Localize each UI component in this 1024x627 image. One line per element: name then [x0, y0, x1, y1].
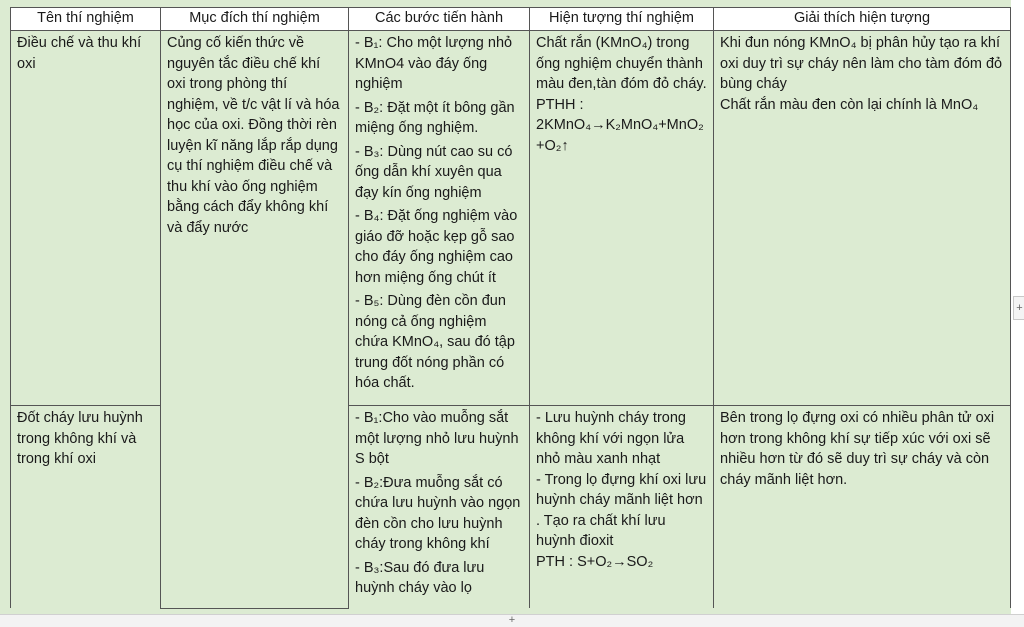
- add-row-button[interactable]: +: [508, 614, 516, 626]
- experiment-table: [10, 7, 1011, 609]
- header-experiment-name: Tên thí nghiệm: [11, 8, 161, 31]
- header-explanation: Giải thích hiện tượng: [714, 8, 1011, 31]
- cell-name-sulfur: Đốt cháy lưu huỳnh trong không khí và trong khí oxi: [11, 406, 161, 609]
- pth-equation: PTH : S+O₂→SO₂: [536, 553, 654, 570]
- add-column-button[interactable]: +: [1013, 296, 1024, 320]
- step-item: - B₁: Cho một lượng nhỏ KMnO4 vào đáy ống nghiệm: [355, 35, 513, 92]
- cell-explanation-oxygen: [714, 31, 1011, 406]
- table-header-row: [11, 8, 1011, 31]
- cell-name-oxygen: Điều chế và thu khí oxi: [11, 31, 161, 406]
- pthh-equation: 2KMnO₄→K₂MnO₄+MnO₂+O₂↑: [536, 117, 704, 154]
- cell-explanation-sulfur: Bên trong lọ đựng oxi có nhiều phân tử oxi hơn trong không khí sự tiếp xúc với oxi sẽ nhiều hơn từ đó sẽ duy trì sự cháy và còn cháy mãnh liệt hơn.: [714, 406, 1011, 609]
- step-item: - B₁:Cho vào muỗng sắt một lượng nhỏ lưu huỳnh S bột: [355, 410, 519, 467]
- step-item: - B₂:Đưa muỗng sắt có chứa lưu huỳnh vào ngọn đèn cồn cho lưu huỳnh cháy trong không khí: [355, 474, 521, 552]
- pthh-label: PTHH :: [536, 96, 584, 113]
- phenomenon-text: - Trong lọ đựng khí oxi lưu huỳnh cháy mãnh liệt hơn . Tạo ra chất khí lưu huỳnh đioxit: [536, 471, 707, 549]
- step-item: - B₃: Dùng nút cao su có ống dẫn khí xuyên qua đạy kín ống nghiệm: [355, 143, 513, 201]
- table-row: [11, 31, 1011, 406]
- cell-purpose: Củng cố kiến thức về nguyên tắc điều chế khí oxi trong phòng thí nghiệm, về t/c vật lí và hóa học của oxi. Đồng thời rèn luyện kĩ năng lắp rắp dụng cụ thí nghiệm điều chế và thu khí vào ống nghiệm bằng cách đẩy không khí và đẩy nước: [161, 31, 349, 609]
- phenomenon-text: - Lưu huỳnh cháy trong không khí với ngọn lửa nhỏ màu xanh nhạt: [536, 410, 686, 467]
- cell-phenomenon-sulfur: [530, 406, 714, 609]
- phenomenon-text: Chất rắn (KMnO₄) trong ống nghiệm chuyển thành màu đen,tàn đóm đỏ cháy.: [536, 35, 707, 92]
- explanation-text: Khi đun nóng KMnO₄ bị phân hủy tạo ra khí oxi duy trì sự cháy nên làm cho tàm đóm đỏ bùng cháy: [720, 35, 1003, 92]
- step-item: - B₄: Đặt ống nghiệm vào giáo đỡ hoặc kẹp gỗ sao cho đáy ống nghiệm cao hơn miệng ống chút ít: [355, 208, 518, 286]
- step-item: - B₅: Dùng đèn cồn đun nóng cả ống nghiệm chứa KMnO₄, sau đó tập trung đốt nóng phần có hóa chất.: [355, 293, 515, 391]
- header-phenomenon: Hiện tượng thí nghiệm: [530, 8, 714, 31]
- cell-steps-oxygen: [349, 31, 530, 406]
- step-item: - B₂: Đặt một ít bông gần miệng ống nghiệm.: [355, 99, 515, 136]
- cell-steps-sulfur: [349, 406, 530, 609]
- header-purpose: Mục đích thí nghiệm: [161, 8, 349, 31]
- header-steps: Các bước tiến hành: [349, 8, 530, 31]
- cell-phenomenon-oxygen: [530, 31, 714, 406]
- step-item: - B₃:Sau đó đưa lưu huỳnh cháy vào lọ: [355, 559, 485, 596]
- explanation-text: Chất rắn màu đen còn lại chính là MnO₄: [720, 96, 979, 113]
